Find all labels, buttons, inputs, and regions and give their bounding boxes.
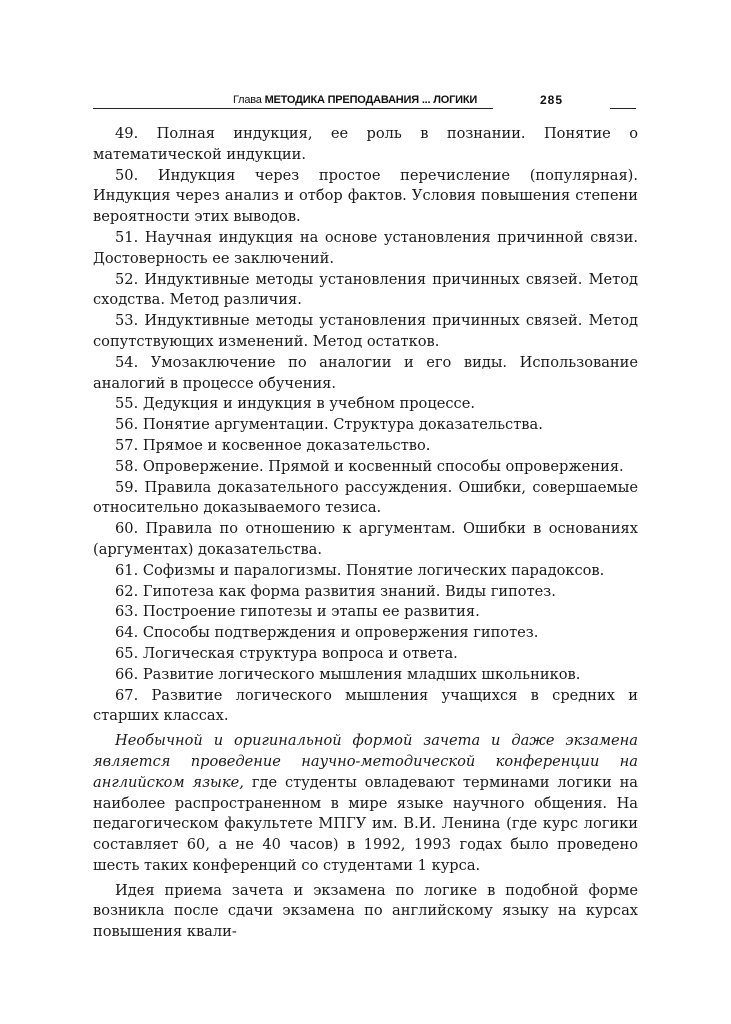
question-item: 60. Правила по отношению к аргументам. Ошибки в основаниях (аргументах) доказательства. xyxy=(93,520,638,558)
header-rule-left xyxy=(93,108,493,109)
page-body xyxy=(93,124,638,943)
header-rule-right xyxy=(610,108,636,109)
question-item: 54. Умозаключение по аналогии и его виды. Использование аналогий в процессе обучения. xyxy=(93,353,638,392)
question-item: 52. Индуктивные методы установления причинных связей. Метод сходства. Метод различия. xyxy=(93,270,638,309)
question-item: 62. Гипотеза как форма развития знаний. Виды гипотез. xyxy=(115,582,556,600)
chapter-title xyxy=(233,94,477,106)
question-item: 64. Способы подтверждения и опровержения гипотез. xyxy=(115,624,539,642)
question-item: 65. Логическая структура вопроса и ответа. xyxy=(115,644,458,662)
question-item: 56. Понятие аргументации. Структура доказательства. xyxy=(115,416,543,434)
question-item: 67. Развитие логического мышления учащихся в средних и старших классах. xyxy=(93,686,638,725)
question-item: 50. Индукция через простое перечисление (популярная). Индукция через анализ и отбор фактов. Условия повышения степени вероятности этих выводов. xyxy=(93,166,638,226)
question-item: 53. Индуктивные методы установления причинных связей. Метод сопутствующих изменений. Метод остатков. xyxy=(93,312,638,350)
question-item: 63. Построение гипотезы и этапы ее развития. xyxy=(115,603,480,621)
page-number: 285 xyxy=(540,93,564,107)
conference-paragraph-rest: где студенты овладевают терминами логики на наиболее распространенном в мире языке научного общения. На педагогическом факультете МПГУ им. В.И. Ленина (где курс логики составляет 60, а не 40 часов) в 1992, 1993 годах было проведено шесть таких конференций со студентами 1 курса. xyxy=(93,773,638,874)
question-list xyxy=(93,124,638,727)
question-item: 61. Софизмы и паралогизмы. Понятие логических парадоксов. xyxy=(115,561,605,579)
question-item: 66. Развитие логического мышления младших школьников. xyxy=(115,665,581,683)
question-item: 58. Опровержение. Прямой и косвенный способы опровержения. xyxy=(115,457,624,475)
conference-paragraph-italic: Необычной и оригинальной формой зачета и даже экзамена является проведение научно-методической конференции на английском языке, xyxy=(93,732,638,791)
question-item: 51. Научная индукция на основе установления причинной связи. Достоверность ее заключений. xyxy=(93,228,638,267)
question-item: 57. Прямое и косвенное доказательство. xyxy=(115,436,431,454)
chapter-label: Глава xyxy=(233,94,262,106)
conference-paragraph xyxy=(93,731,638,877)
question-item: 49. Полная индукция, ее роль в познании. Понятие о математической индукции. xyxy=(93,125,638,163)
exam-idea-paragraph: Идея приема зачета и экзамена по логике в подобной форме возникла после сдачи экзамена по английскому языку на курсах повышения квали- xyxy=(93,881,638,941)
question-item: 55. Дедукция и индукция в учебном процессе. xyxy=(115,395,475,413)
chapter-title-text: МЕТОДИКА ПРЕПОДАВАНИЯ ... ЛОГИКИ xyxy=(264,94,478,106)
question-item: 59. Правила доказательного рассуждения. Ошибки, совершаемые относительно доказываемого тезиса. xyxy=(93,478,638,517)
running-header xyxy=(93,94,636,112)
